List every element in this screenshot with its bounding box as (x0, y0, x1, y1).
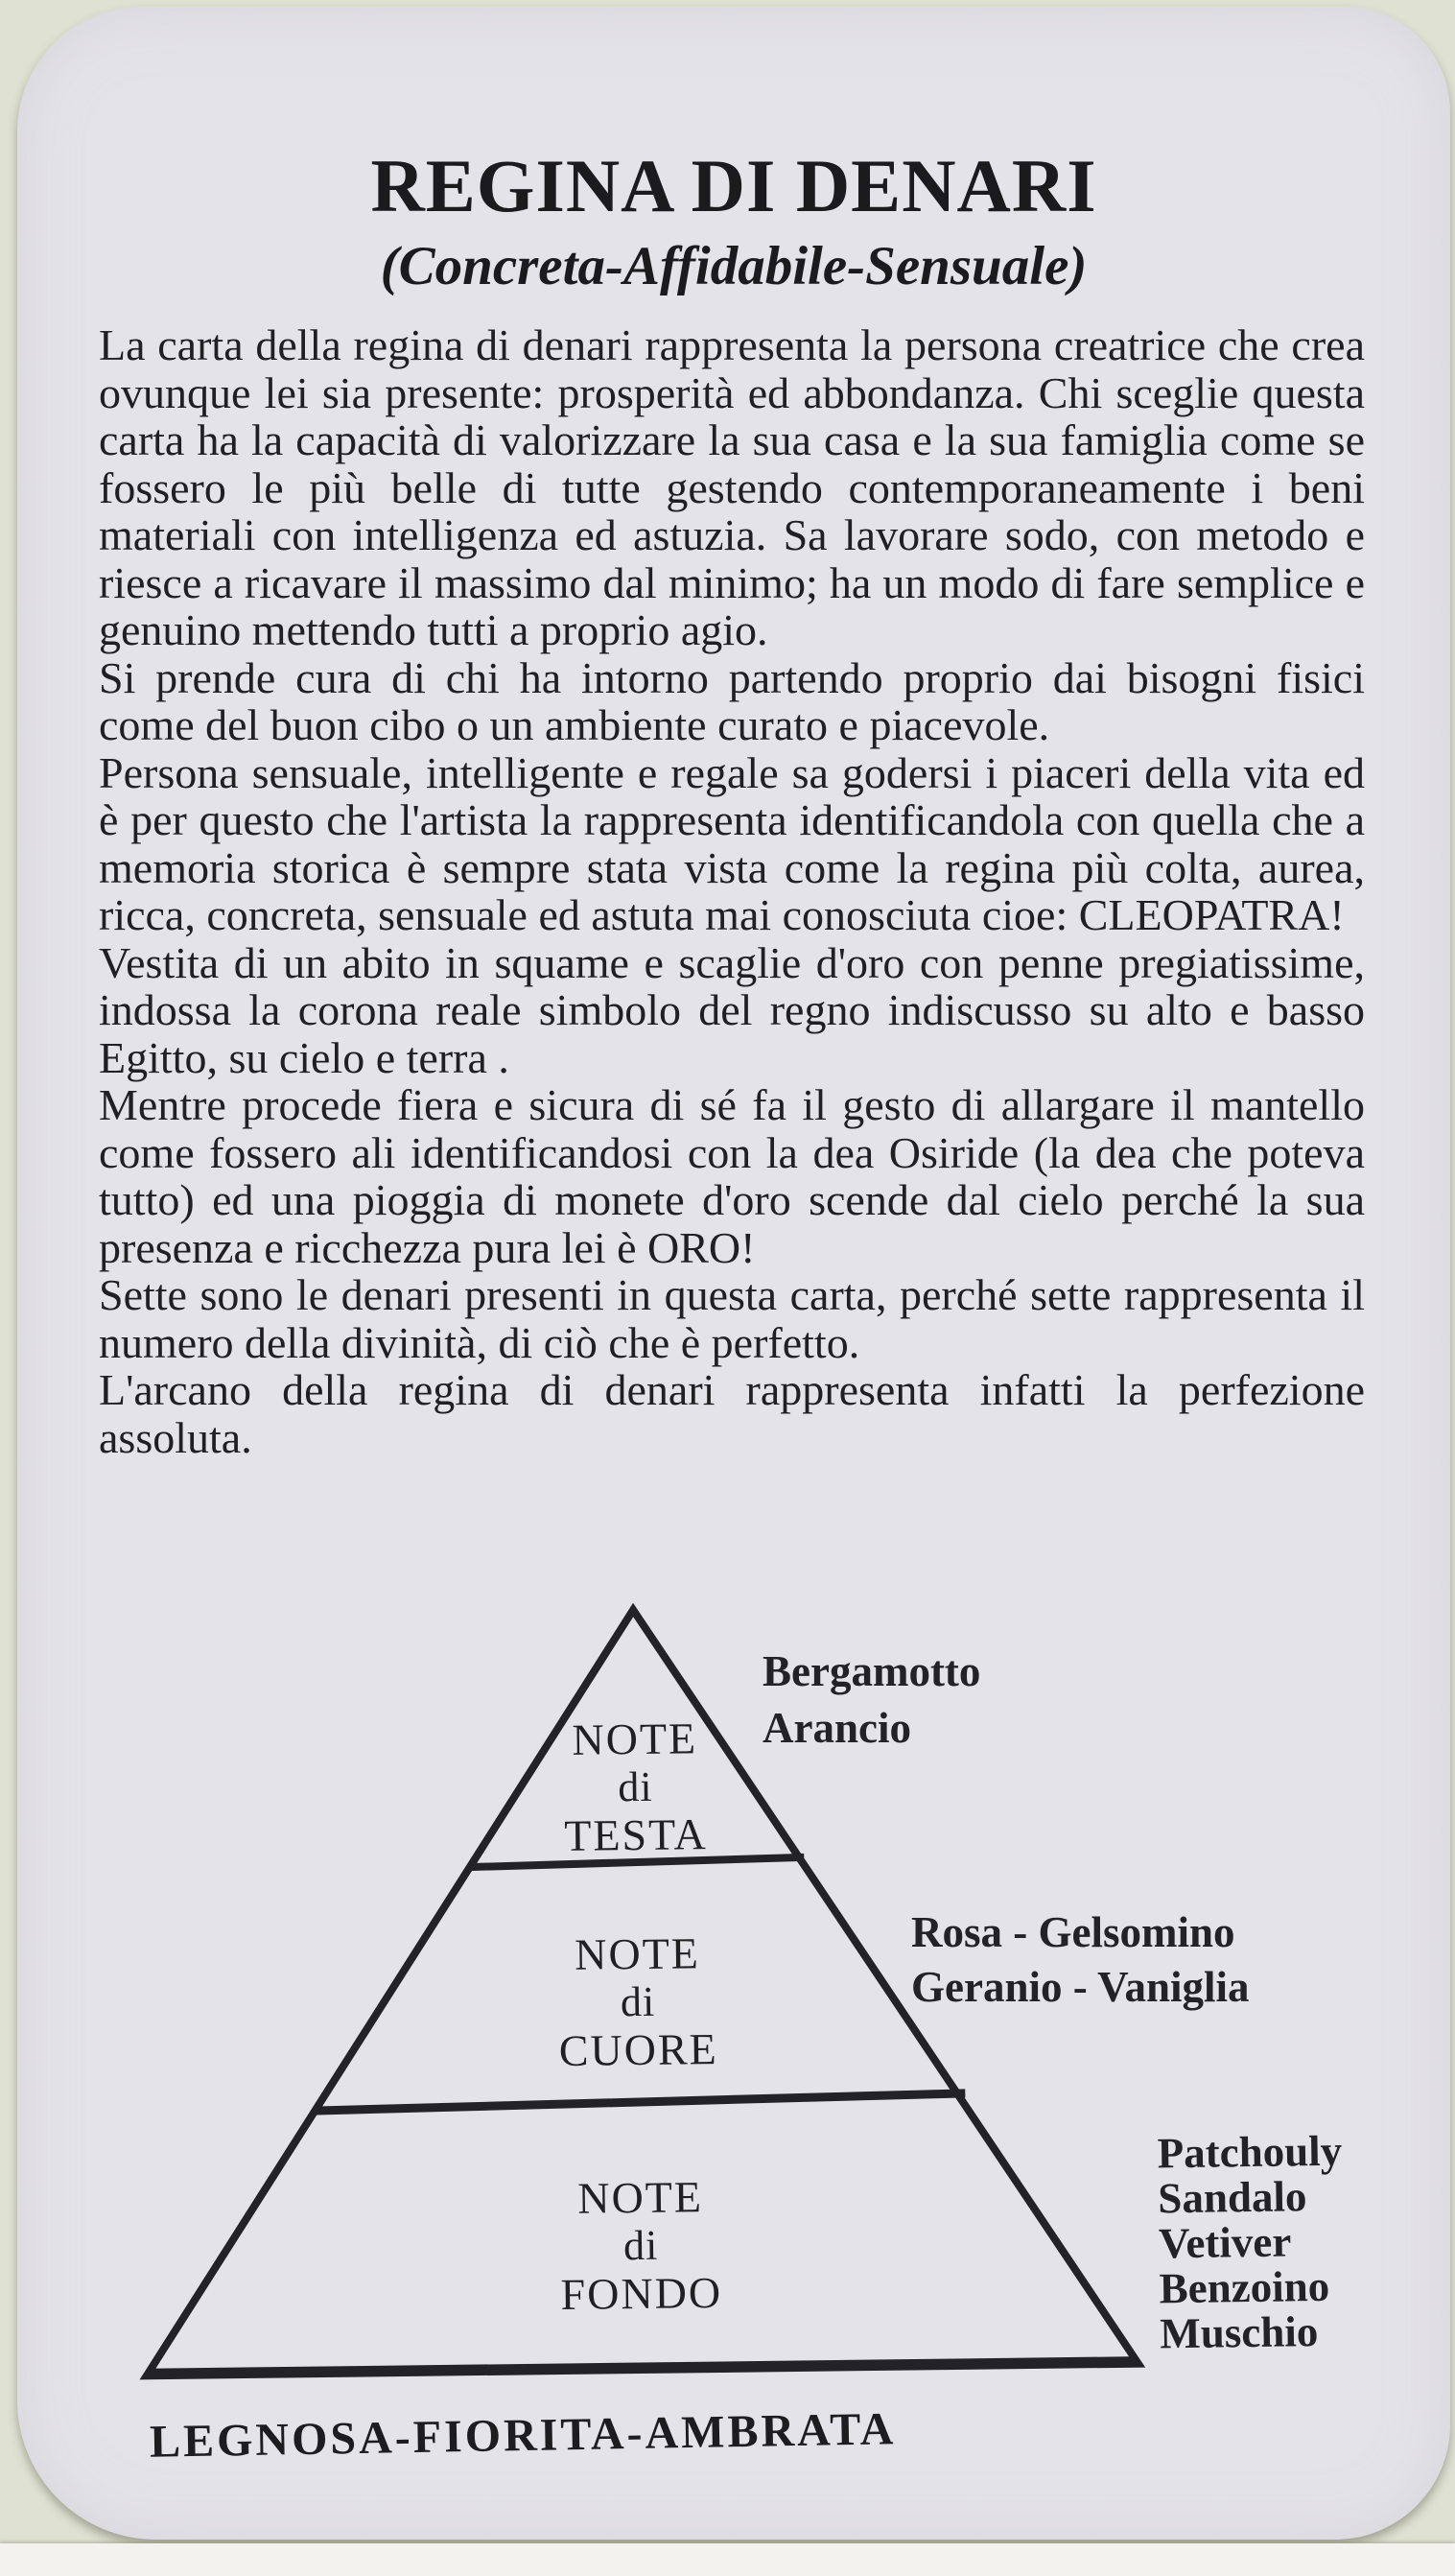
heart-notes-ingredients (911, 1905, 1250, 2015)
level-line: FONDO (560, 2267, 723, 2320)
paragraph-2: Si prende cura di chi ha intorno partendo proprio dai bisogni fisici come del buon cibo o un ambiente curato e piacevole. (99, 652, 1365, 749)
paragraph-3: Persona sensuale, intelligente e regale sa godersi i piaceri della vita ed è per questo che l'artista la rappresenta identificandola con quella che a memoria storica è sempre stata vista come la regina più colta, aurea, ricca, concreta, sensuale ed astuta mai conosciuta cioe: CLEOPATRA! (99, 747, 1365, 939)
top-notes-ingredients (763, 1643, 980, 1757)
note-line: Muschio (1159, 2307, 1319, 2358)
note-line: Bergamotto (763, 1647, 981, 1695)
level-line: di (620, 1977, 656, 2026)
level-line: TESTA (563, 1809, 709, 1860)
note-line: Patchouly (1157, 2126, 1343, 2178)
note-line: Vetiver (1158, 2217, 1292, 2268)
pyramid-level-fondo (136, 2168, 1145, 2325)
description-text (99, 321, 1365, 1461)
pyramid-base-line (149, 2362, 1137, 2375)
note-line: Geranio - Vaniglia (911, 1963, 1250, 2011)
level-line: CUORE (558, 2023, 718, 2076)
paragraph-5: Mentre procede fiera e sicura di sé fa il gesto di allargare il mantello come fossero ali identificandosi con la dea Osiride (la dea che poteva tutto) ed una pioggia di monete d'oro scende dal cielo perché la sua presenza e ricchezza pura lei è ORO! (99, 1080, 1365, 1272)
paragraph-7: L'arcano della regina di denari rappresenta infatti la perfezione assoluta. (99, 1365, 1365, 1462)
card-subtitle: (Concreta-Affidabile-Sensuale) (380, 236, 1088, 296)
note-line: Arancio (763, 1704, 911, 1752)
paragraph-4: Vestita di un abito in squame e scaglie d'oro con penne pregiatissime, indossa la corona reale simbolo del regno indiscusso su alto e basso Egitto, su cielo e terra . (99, 937, 1365, 1082)
level-line: NOTE (576, 2172, 704, 2223)
base-notes-ingredients (1157, 2126, 1345, 2358)
note-line: Sandalo (1157, 2172, 1307, 2223)
pyramid-level-testa (131, 1710, 1140, 1866)
perfume-description-card (17, 7, 1450, 2540)
note-line: Benzoino (1159, 2261, 1330, 2313)
level-line: NOTE (574, 1928, 701, 1979)
level-line: NOTE (572, 1713, 698, 1764)
table-surface-strip (0, 2543, 1455, 2576)
paragraph-1: La carta della regina di denari rappresenta la persona creatrice che crea ovunque lei sia presente: prosperità ed abbondanza. Chi sceglie questa carta ha la capacità di valorizzare la sua casa e la sua famiglia come se fossero le più belle di tutte gestendo contemporaneamente i beni materiali con intelligenza ed astuzia. Sa lavorare sodo, con metodo e riesce a ricavare il massimo dal minimo; ha un modo di fare semplice e genuino mettendo tutti a proprio agio. (99, 320, 1365, 654)
level-line: di (617, 1762, 653, 1811)
fragrance-family-caption: LEGNOSA-FIORITA-AMBRATA (149, 2403, 897, 2468)
card-title: REGINA DI DENARI (370, 144, 1097, 227)
note-line: Rosa - Gelsomino (911, 1908, 1235, 1956)
pyramid-divider-bottom (313, 2093, 965, 2111)
paragraph-6: Sette sono le denari presenti in questa carta, perché sette rappresenta il numero della divinità, di ciò che è perfetto. (99, 1270, 1365, 1367)
level-line: di (622, 2221, 659, 2270)
